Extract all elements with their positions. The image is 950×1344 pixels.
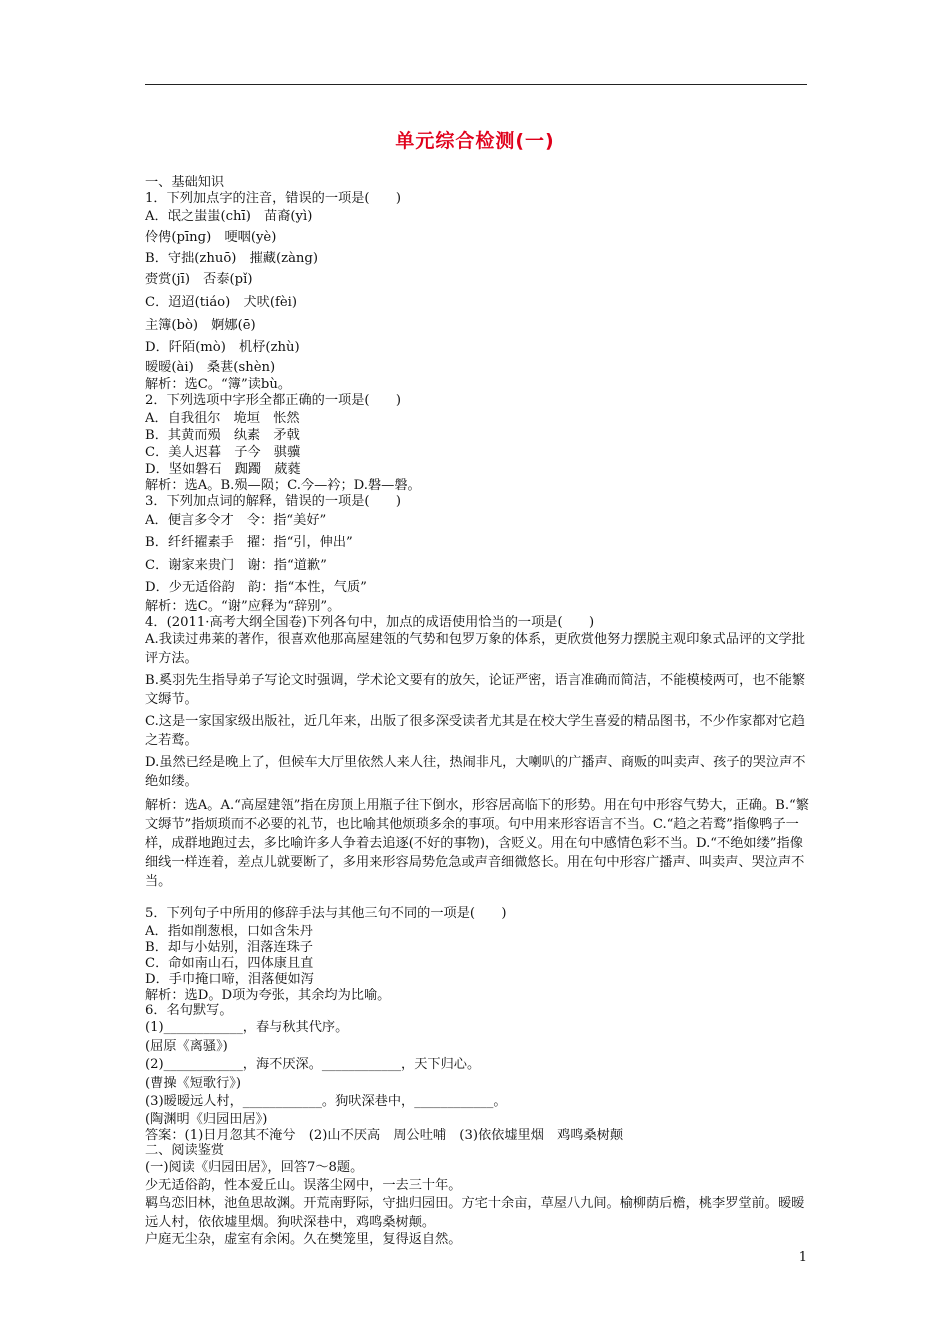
- document-line: 5．下列句子中所用的修辞手法与其他三句不同的一项是( ): [145, 906, 507, 921]
- document-line: 暧暧(ài) 桑葚(shèn): [145, 360, 276, 375]
- document-line: 解析：选C。“谢”应释为“辞别”。: [145, 599, 341, 614]
- document-line: A．便言多令才 令：指“美好”: [145, 513, 327, 528]
- document-line: D.虽然已经是晚上了，但候车大厅里依然人来人往，热闹非凡，大喇叭的广播声、商贩的叫卖声、孩子的哭泣声不绝如缕。: [145, 755, 806, 789]
- document-line: C．美人迟暮 子今 骐骥: [145, 445, 301, 460]
- document-line: 3．下列加点词的解释，错误的一项是( ): [145, 494, 402, 509]
- document-line: C．谢家来贵门 谢：指“道歉”: [145, 558, 327, 573]
- document-line: B.奚羽先生指导弟子写论文时强调，学术论文要有的放矢，论证严密，语言准确而简洁，不能模棱两可，也不能繁文缛节。: [145, 673, 806, 707]
- document-line: (陶渊明《归园田居》): [145, 1112, 268, 1127]
- document-line: 解析：选A。A.“高屋建瓴”指在房顶上用瓶子往下倒水，形容居高临下的形势。用在句中形容气势大，正确。B.“繁文缛节”指烦琐而不必要的礼节，也比喻其他烦琐多余的事项。句中用来形容语言不当。C.“趋之若鹜”指像鸭子一样，成群地跑过去，多比喻许多人争着去追逐(不好的事物)，含贬义。用在句中感情色彩不当。D.“不绝如缕”指像细线一样连着，差点儿就要断了，多用来形容局势危急或声音细微悠长。用在句中形容广播声、叫卖声、哭泣声不当。: [145, 798, 809, 889]
- page-title: 单元综合检测(一): [395, 130, 555, 152]
- document-line: 解析：选C。“簿”读bù。: [145, 377, 292, 392]
- document-line: 少无适俗韵，性本爱丘山。误落尘网中，一去三十年。: [145, 1178, 462, 1193]
- document-line: 解析：选A。B.殒—陨；C.今—衿；D.磐—磐。: [145, 478, 421, 493]
- document-line: 赍赏(jī) 否泰(pǐ): [145, 272, 253, 287]
- document-line: (曹操《短歌行》): [145, 1076, 242, 1091]
- document-line: A．自我徂尔 垝垣 怅然: [145, 411, 300, 426]
- document-line: B．其黄而殒 纨素 矛戟: [145, 428, 300, 443]
- document-line: 1．下列加点字的注音，错误的一项是( ): [145, 191, 402, 206]
- document-line: A．氓之蚩蚩(chī) 苗裔(yì): [145, 209, 313, 224]
- document-line: D．少无适俗韵 韵：指“本性，气质”: [145, 580, 367, 595]
- document-line: 户庭无尘杂，虚室有余闲。久在樊笼里，复得返自然。: [145, 1232, 462, 1247]
- document-line: 一、基础知识: [145, 175, 225, 190]
- page-number: 1: [798, 1250, 807, 1265]
- document-line: D．坚如磐石 踟躅 葳蕤: [145, 462, 301, 477]
- document-line: (屈原《离骚》): [145, 1039, 228, 1054]
- document-line: 答案：(1)日月忽其不淹兮 (2)山不厌高 周公吐哺 (3)依依墟里烟 鸡鸣桑树颠: [145, 1128, 624, 1143]
- document-line: 主簿(bò) 婀娜(ē): [145, 318, 256, 333]
- document-line: C．迢迢(tiáo) 犬吠(fèi): [145, 295, 298, 310]
- document-line: (2)____________，海不厌深。____________，天下归心。: [145, 1057, 481, 1072]
- document-line: D．阡陌(mò) 机杼(zhù): [145, 340, 300, 355]
- document-line: 2．下列选项中字形全都正确的一项是( ): [145, 393, 402, 408]
- document-line: A．指如削葱根，口如含朱丹: [145, 924, 313, 939]
- document-line: (1)____________，春与秋其代序。: [145, 1020, 349, 1035]
- document-line: 二、阅读鉴赏: [145, 1143, 225, 1158]
- document-line: A.我读过弗莱的著作，很喜欢他那高屋建瓴的气势和包罗万象的体系，更欣赏他努力摆脱主观印象式品评的文学批评方法。: [145, 632, 805, 666]
- document-line: C．命如南山石，四体康且直: [145, 956, 314, 971]
- header-rule: [145, 84, 807, 85]
- document-line: B．纤纤擢素手 擢：指“引，伸出”: [145, 535, 353, 550]
- document-line: (一)阅读《归园田居》，回答7～8题。: [145, 1160, 364, 1175]
- document-line: D．手巾掩口啼，泪落便如泻: [145, 972, 314, 987]
- document-line: C.这是一家国家级出版社，近几年来，出版了很多深受读者尤其是在校大学生喜爱的精品图书，不少作家都对它趋之若鹜。: [145, 714, 805, 748]
- document-line: 4．(2011·高考大纲全国卷)下列各句中，加点的成语使用恰当的一项是( ): [145, 615, 595, 630]
- document-line: B．守拙(zhuō) 摧藏(zàng): [145, 251, 319, 266]
- document-line: (3)暧暧远人村，____________。狗吠深巷中，____________。: [145, 1094, 507, 1109]
- document-line: 解析：选D。D项为夸张，其余均为比喻。: [145, 988, 391, 1003]
- document-line: 伶俜(pīnɡ) 哽咽(yè): [145, 230, 277, 245]
- document-body: [145, 175, 813, 1248]
- document-line: 6．名句默写。: [145, 1003, 233, 1018]
- document-line: 羁鸟恋旧林，池鱼思故渊。开荒南野际，守拙归园田。方宅十余亩，草屋八九间。榆柳荫后檐，桃李罗堂前。暧暧远人村，依依墟里烟。狗吠深巷中，鸡鸣桑树颠。: [145, 1196, 805, 1230]
- document-line: B．却与小姑别，泪落连珠子: [145, 940, 313, 955]
